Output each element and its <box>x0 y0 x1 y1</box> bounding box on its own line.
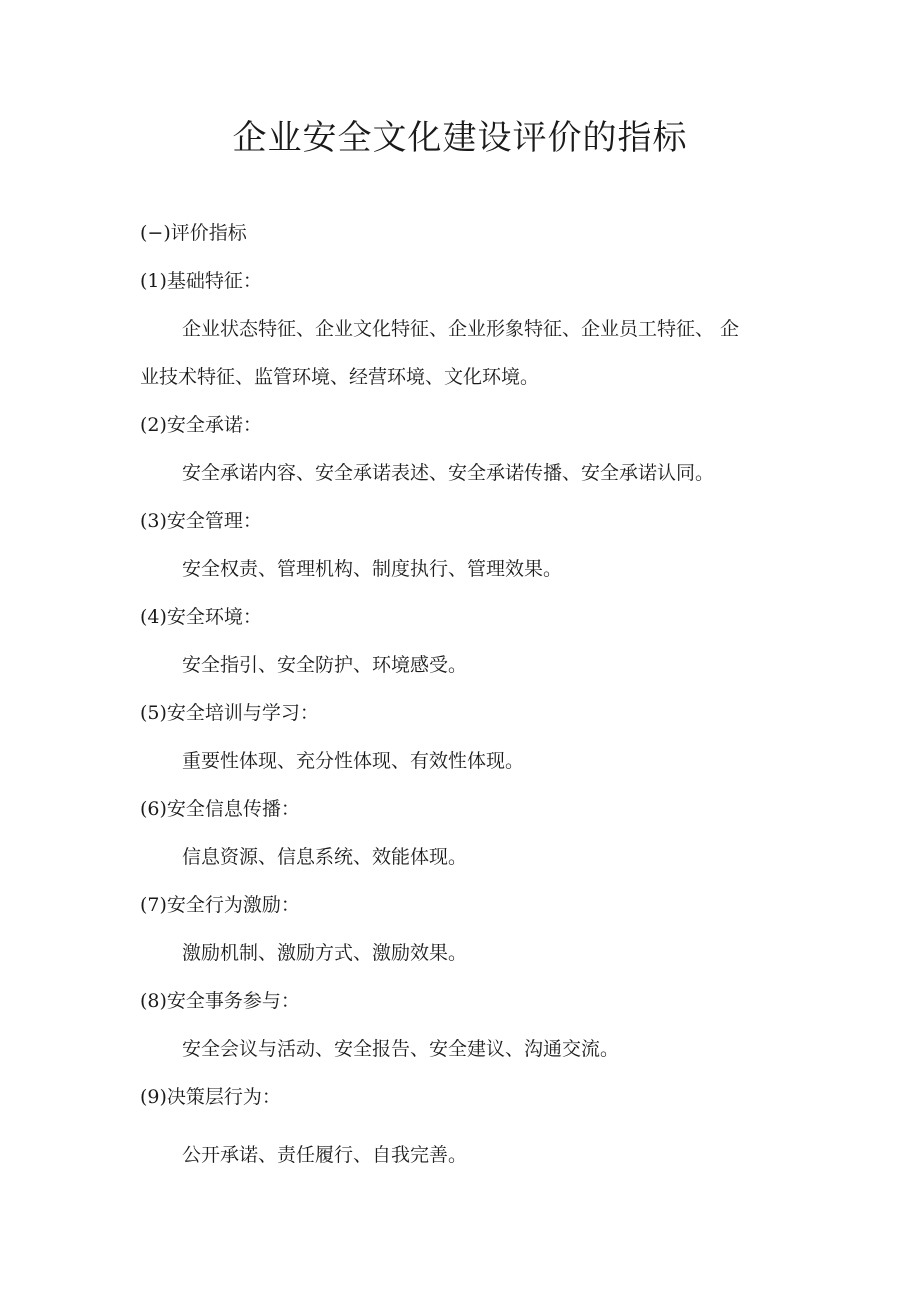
item-heading-3: (3)安全管理： <box>140 510 262 532</box>
item-content-9: 公开承诺、责任履行、自我完善。 <box>182 1144 468 1166</box>
document-title: 企业安全文化建设评价的指标 <box>232 118 688 158</box>
item-heading-1: (1)基础特征： <box>140 270 262 292</box>
item-heading-6: (6)安全信息传播： <box>140 798 300 820</box>
item-content-2: 安全承诺内容、安全承诺表述、安全承诺传播、安全承诺认同。 <box>182 462 715 484</box>
item-content-3: 安全权责、管理机构、制度执行、管理效果。 <box>182 558 563 580</box>
item-content-7: 激励机制、激励方式、激励效果。 <box>182 942 468 964</box>
item-content-4: 安全指引、安全防护、环境感受。 <box>182 654 468 676</box>
item-content-5: 重要性体现、充分性体现、有效性体现。 <box>182 750 525 772</box>
item-heading-8: (8)安全事务参与： <box>140 990 300 1012</box>
item-heading-4: (4)安全环境： <box>140 606 262 628</box>
item-content-8: 安全会议与活动、安全报告、安全建议、沟通交流。 <box>182 1038 620 1060</box>
item-heading-2: (2)安全承诺： <box>140 414 262 436</box>
item-content-1-line1: 企业状态特征、企业文化特征、企业形象特征、企业员工特征、 企 <box>182 318 740 340</box>
item-content-1-line2: 业技术特征、监管环境、经营环境、文化环境。 <box>140 366 540 388</box>
item-heading-5: (5)安全培训与学习： <box>140 702 319 724</box>
item-heading-7: (7)安全行为激励： <box>140 894 300 916</box>
item-content-6: 信息资源、信息系统、效能体现。 <box>182 846 468 868</box>
section-heading: (−)评价指标 <box>140 222 247 244</box>
item-heading-9: (9)决策层行为： <box>140 1086 281 1108</box>
